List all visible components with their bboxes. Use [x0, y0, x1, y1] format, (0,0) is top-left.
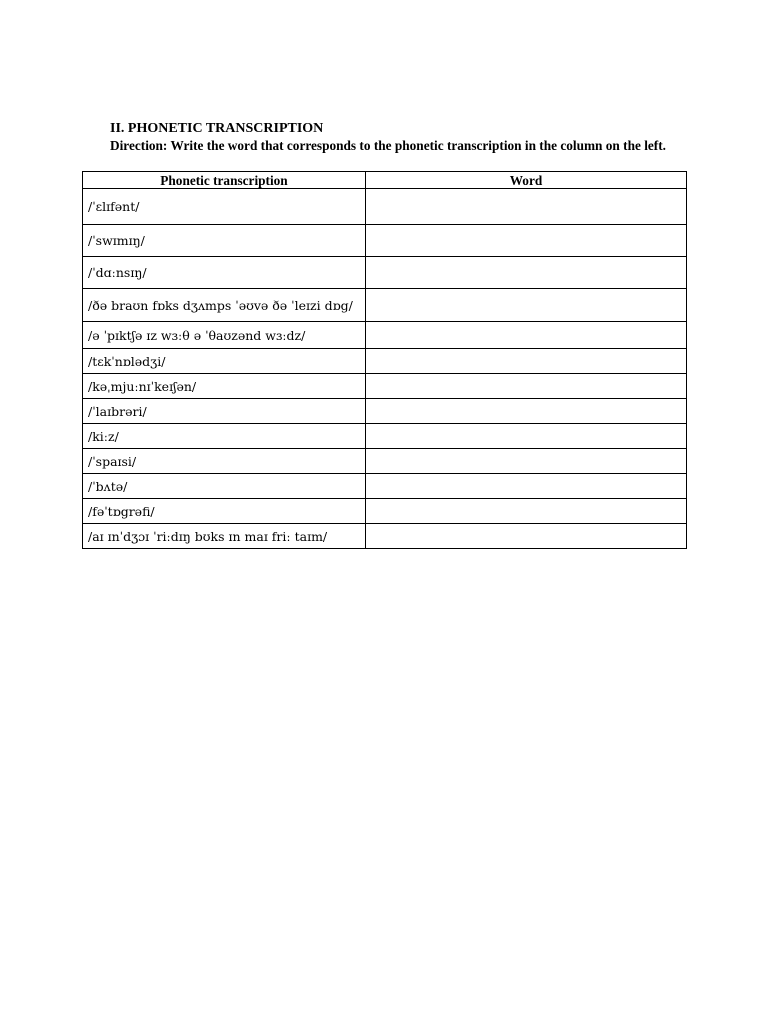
- phonetic-table: [82, 171, 687, 549]
- transcription-cell: /kəˌmjuːnɪˈkeɪʃən/: [83, 374, 366, 399]
- direction-text: Direction: Write the word that corresponds to the phonetic transcription in the column on the left.: [110, 138, 666, 153]
- transcription-cell: /ˈbʌtə/: [83, 474, 366, 499]
- table-row: [83, 499, 687, 524]
- word-answer-cell[interactable]: [366, 399, 687, 424]
- table-row: [83, 189, 687, 225]
- word-answer-cell[interactable]: [366, 189, 687, 225]
- table-row: [83, 399, 687, 424]
- transcription-cell: /ˈdɑːnsɪŋ/: [83, 257, 366, 289]
- word-answer-cell[interactable]: [366, 474, 687, 499]
- word-answer-cell[interactable]: [366, 322, 687, 349]
- word-answer-cell[interactable]: [366, 424, 687, 449]
- word-answer-cell[interactable]: [366, 449, 687, 474]
- table-row: [83, 374, 687, 399]
- header-phonetic-transcription: Phonetic transcription: [83, 172, 366, 189]
- header-word: Word: [366, 172, 687, 189]
- word-answer-cell[interactable]: [366, 257, 687, 289]
- table-row: [83, 349, 687, 374]
- transcription-cell: /ˈswɪmɪŋ/: [83, 225, 366, 257]
- word-answer-cell[interactable]: [366, 524, 687, 549]
- table-row: [83, 289, 687, 322]
- transcription-cell: /tɛkˈnɒlədʒi/: [83, 349, 366, 374]
- table-header-row: [83, 172, 687, 189]
- transcription-cell: /ˈlaɪbrəri/: [83, 399, 366, 424]
- table-row: [83, 424, 687, 449]
- table-row: [83, 524, 687, 549]
- transcription-cell: /aɪ ɪnˈdʒɔɪ ˈriːdɪŋ bʊks ɪn maɪ friː taɪm/: [83, 524, 366, 549]
- transcription-cell: /ə ˈpɪktʃə ɪz wɜːθ ə ˈθaʊzənd wɜːdz/: [83, 322, 366, 349]
- transcription-cell: /ðə braʊn fɒks dʒʌmps ˈəʊvə ðə ˈleɪzi dɒg/: [83, 289, 366, 322]
- word-answer-cell[interactable]: [366, 349, 687, 374]
- section-title: II. PHONETIC TRANSCRIPTION: [110, 121, 324, 136]
- word-answer-cell[interactable]: [366, 289, 687, 322]
- transcription-cell: /fəˈtɒgrəfi/: [83, 499, 366, 524]
- transcription-cell: /kiːz/: [83, 424, 366, 449]
- table-row: [83, 322, 687, 349]
- transcription-cell: /ˈspaɪsi/: [83, 449, 366, 474]
- table-row: [83, 225, 687, 257]
- word-answer-cell[interactable]: [366, 499, 687, 524]
- word-answer-cell[interactable]: [366, 374, 687, 399]
- word-answer-cell[interactable]: [366, 225, 687, 257]
- transcription-cell: /ˈɛlɪfənt/: [83, 189, 366, 225]
- table-row: [83, 449, 687, 474]
- table-row: [83, 257, 687, 289]
- table-row: [83, 474, 687, 499]
